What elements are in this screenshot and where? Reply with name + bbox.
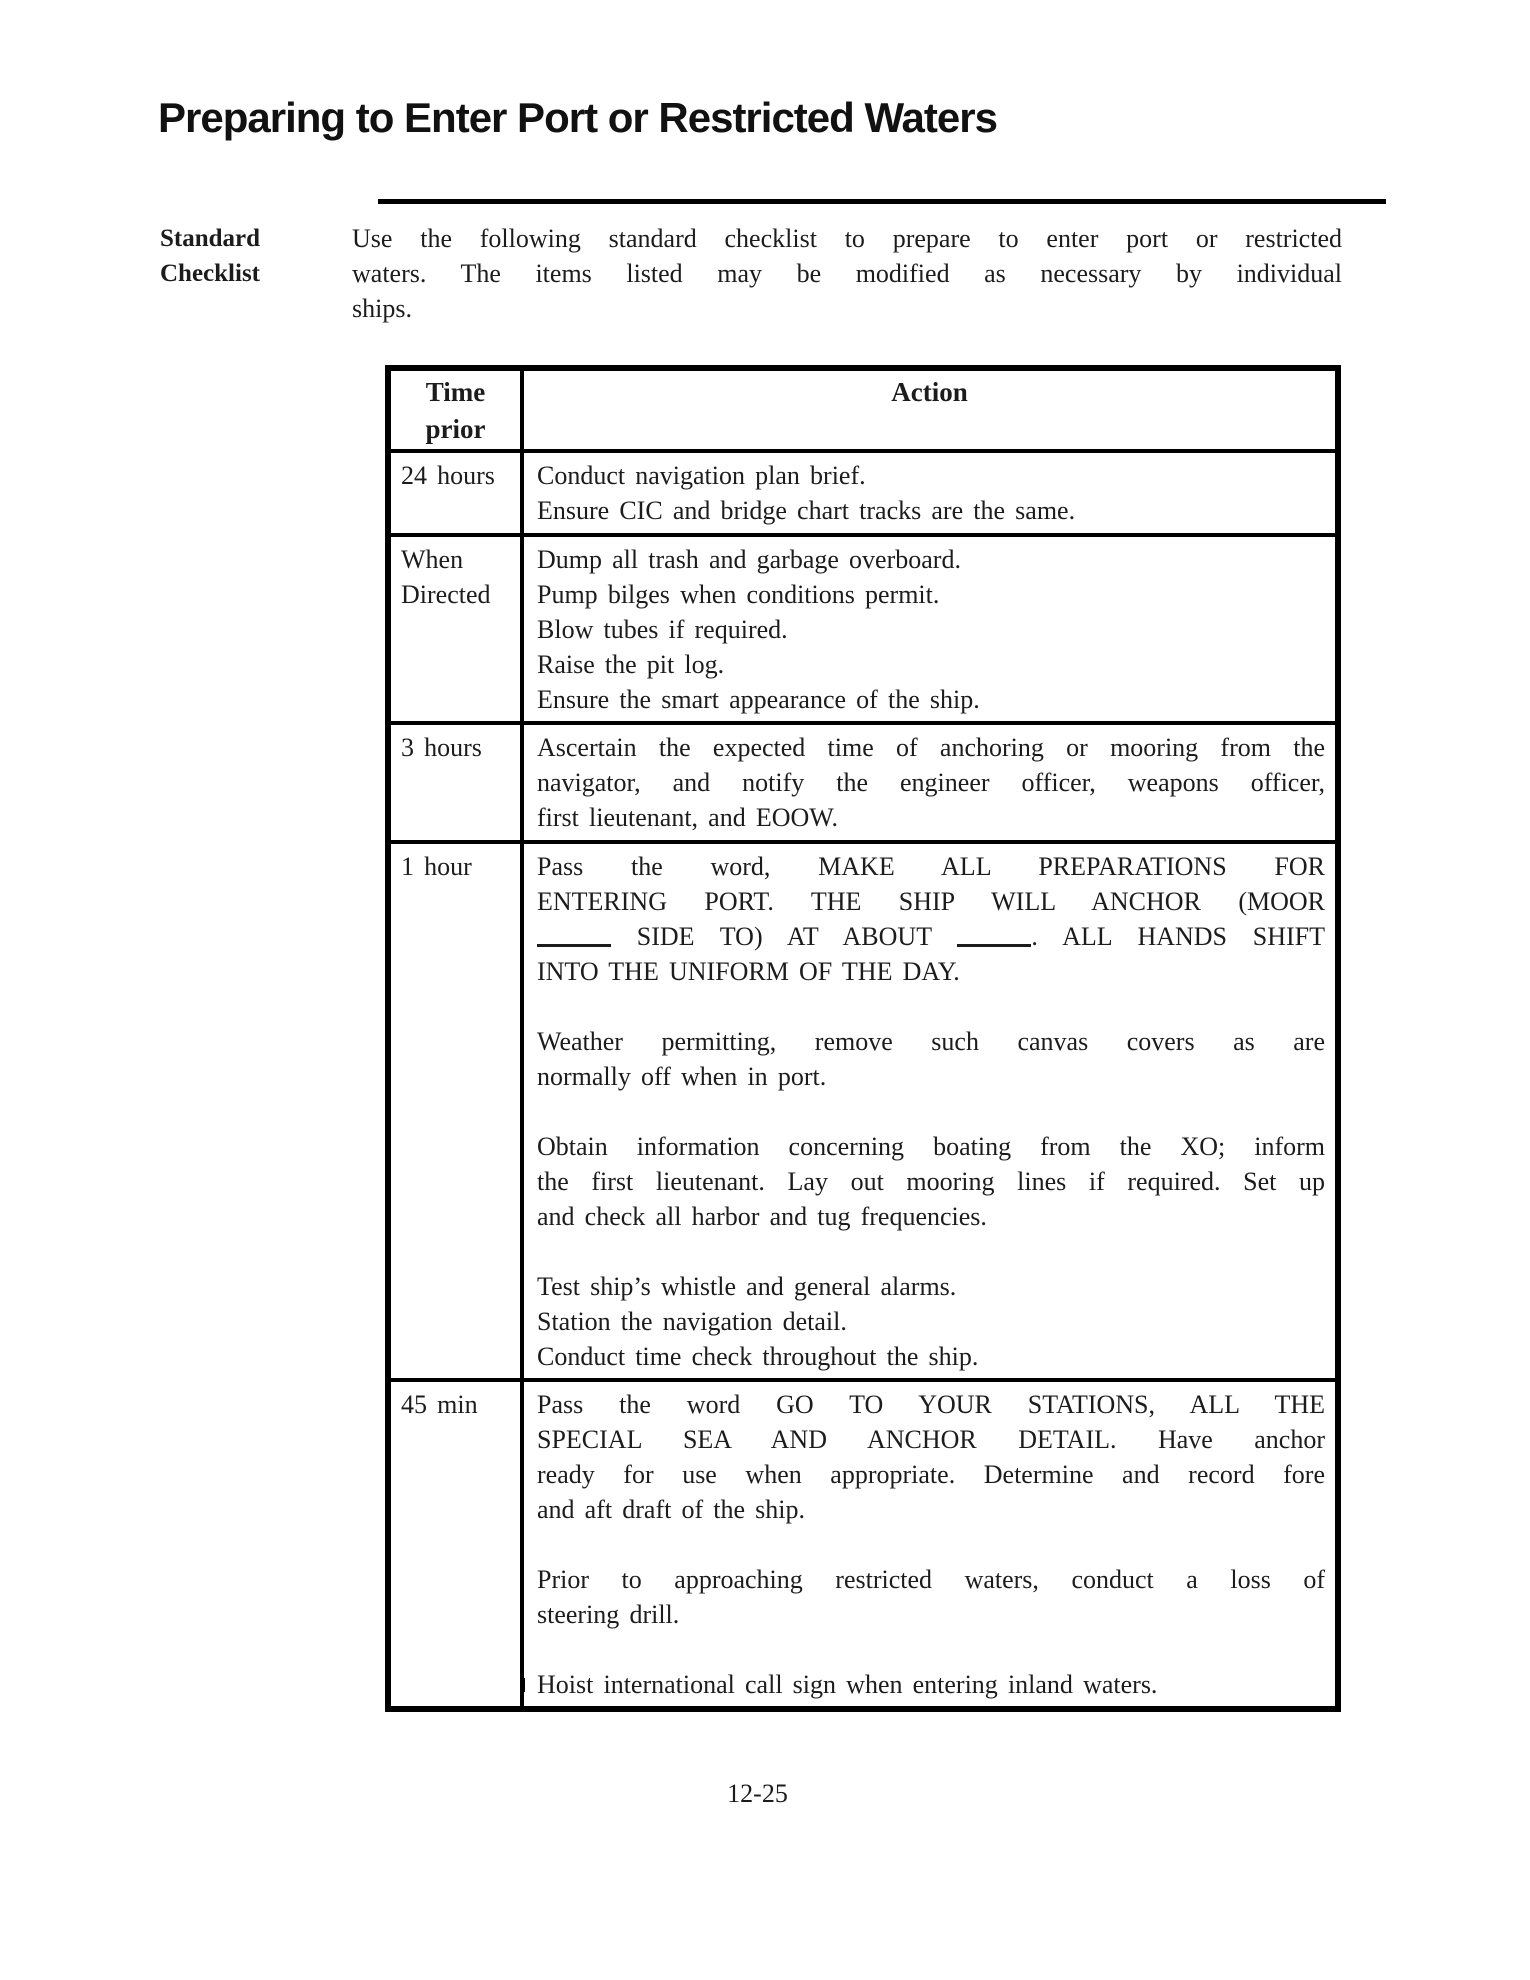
table-row [388, 842, 1338, 1380]
text-line: 3 hours [401, 733, 482, 762]
intro-paragraph [352, 221, 1342, 326]
action-paragraph [537, 1562, 1325, 1632]
fill-in-blank [957, 924, 1031, 947]
text-line: Ascertain the expected time of anchoring or mooring from the [537, 733, 1325, 762]
section-label-line: Checklist [160, 260, 260, 287]
page-title: Preparing to Enter Port or Restricted Waters [158, 94, 997, 141]
action-paragraph [537, 542, 1325, 717]
text-line: Pump bilges when conditions permit. [537, 580, 940, 609]
text-line: Test ship’s whistle and general alarms. [537, 1272, 957, 1301]
table-body [388, 451, 1338, 1709]
action-paragraph [537, 849, 1325, 989]
text-line: Pass the word, MAKE ALL PREPARATIONS FOR [537, 852, 1325, 881]
time-prior-header [388, 368, 522, 451]
text-line: navigator, and notify the engineer officer, weapons officer, [537, 768, 1325, 797]
header-rule [378, 199, 1386, 204]
text-line: Conduct time check throughout the ship. [537, 1342, 979, 1371]
text-line: Dump all trash and garbage overboard. [537, 545, 961, 574]
text-line: ready for use when appropriate. Determine and record fore [537, 1460, 1325, 1489]
table-row [388, 1380, 1338, 1709]
text-line: Weather permitting, remove such canvas covers as are [537, 1027, 1325, 1056]
action-cell [522, 723, 1338, 842]
text-line: Hoist international call sign when entering inland waters. [537, 1670, 1158, 1699]
text-line: Directed [401, 580, 491, 609]
action-header: Action [522, 368, 1338, 451]
section-label-line: Standard [160, 225, 261, 252]
text-line: ships. [352, 294, 412, 323]
time-cell [388, 451, 522, 535]
time-cell [388, 842, 522, 1380]
text-line: 1 hour [401, 852, 472, 881]
text-line: When [401, 545, 464, 574]
header-line: prior [425, 414, 486, 444]
action-paragraph [537, 1387, 1325, 1527]
text-line: normally off when in port. [537, 1062, 827, 1091]
text-line: SIDE TO) AT ABOUT . ALL HANDS SHIFT [537, 919, 1325, 954]
time-cell [388, 535, 522, 723]
action-paragraph [537, 1129, 1325, 1234]
text-line: SPECIAL SEA AND ANCHOR DETAIL. Have anchor [537, 1425, 1325, 1454]
text-line: Ensure CIC and bridge chart tracks are the same. [537, 496, 1076, 525]
text-line: Prior to approaching restricted waters, conduct a loss of [537, 1565, 1325, 1594]
table-continuation-stub-left [385, 1678, 391, 1692]
checklist-table [385, 365, 1341, 1712]
table-header-row [388, 368, 1338, 451]
action-paragraph [537, 730, 1325, 835]
action-paragraph [537, 1269, 1325, 1374]
text-line: Conduct navigation plan brief. [537, 461, 866, 490]
text-line: and check all harbor and tug frequencies. [537, 1202, 987, 1231]
section-label [160, 222, 340, 292]
action-paragraph [537, 1667, 1325, 1702]
text-line: Pass the word GO TO YOUR STATIONS, ALL THE [537, 1390, 1325, 1419]
text-line: Raise the pit log. [537, 650, 725, 679]
page-number: 12-25 [727, 1779, 788, 1808]
text-line: waters. The items listed may be modified as necessary by individual [352, 259, 1342, 288]
header-line: Time [425, 377, 486, 407]
text-line: Blow tubes if required. [537, 615, 788, 644]
text-line: Ensure the smart appearance of the ship. [537, 685, 980, 714]
text-line: Use the following standard checklist to prepare to enter port or restricted [352, 224, 1342, 253]
fill-in-blank [537, 924, 611, 947]
table-row [388, 535, 1338, 723]
table-header [388, 368, 1338, 451]
time-cell [388, 1380, 522, 1709]
text-line: INTO THE UNIFORM OF THE DAY. [537, 957, 960, 986]
action-paragraph [537, 458, 1325, 528]
text-line: 45 min [401, 1390, 478, 1419]
table-row [388, 723, 1338, 842]
table-row [388, 451, 1338, 535]
action-cell [522, 1380, 1338, 1709]
time-cell [388, 723, 522, 842]
text-line: ENTERING PORT. THE SHIP WILL ANCHOR (MOOR [537, 887, 1325, 916]
action-cell [522, 842, 1338, 1380]
action-cell [522, 535, 1338, 723]
text-line: 24 hours [401, 461, 495, 490]
text-line: steering drill. [537, 1600, 680, 1629]
text-line: the first lieutenant. Lay out mooring lines if required. Set up [537, 1167, 1325, 1196]
action-paragraph [537, 1024, 1325, 1094]
action-cell [522, 451, 1338, 535]
text-line: Obtain information concerning boating from the XO; inform [537, 1132, 1325, 1161]
text-line: first lieutenant, and EOOW. [537, 803, 838, 832]
table-continuation-stub-divider [521, 1678, 525, 1692]
text-line: and aft draft of the ship. [537, 1495, 806, 1524]
text-line: Station the navigation detail. [537, 1307, 847, 1336]
